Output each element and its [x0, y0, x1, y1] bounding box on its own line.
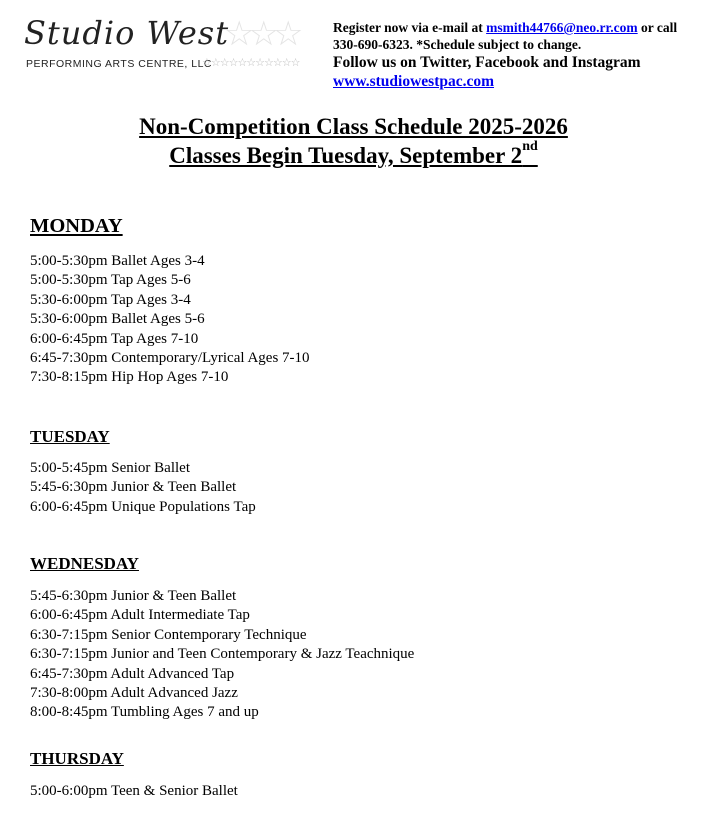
list-item: 6:45-7:30pm Contemporary/Lyrical Ages 7-10 [30, 350, 310, 367]
class-list-monday [30, 252, 310, 388]
contact-phone-line: 330-690-6323. *Schedule subject to change. [333, 37, 582, 52]
list-item: 5:30-6:00pm Ballet Ages 5-6 [30, 311, 205, 328]
contact-register-line: Register now via e-mail at msmith44766@neo.rr.com or call [333, 20, 678, 35]
list-item: 5:00-6:00pm Teen & Senior Ballet [30, 783, 238, 799]
list-item: 6:30-7:15pm Junior and Teen Contemporary & Jazz Teachnique [30, 646, 415, 663]
day-heading-wednesday: WEDNESDAY [30, 554, 139, 573]
list-item: 6:45-7:30pm Adult Advanced Tap [30, 665, 235, 682]
website-link[interactable]: www.studiowestpac.com [333, 73, 495, 90]
list-item: 5:00-5:30pm Ballet Ages 3-4 [30, 253, 205, 269]
logo-stars-decoration: ☆☆☆ [224, 14, 298, 54]
list-item: 6:00-6:45pm Unique Populations Tap [30, 498, 256, 515]
day-heading-thursday: THURSDAY [30, 749, 124, 768]
list-item: 5:30-6:00pm Tap Ages 3-4 [30, 291, 191, 308]
list-item: 6:00-6:45pm Adult Intermediate Tap [30, 607, 250, 624]
contact-social-line: Follow us on Twitter, Facebook and Instagram [333, 54, 641, 71]
schedule-subtitle: Classes Begin Tuesday, September 2nd [169, 139, 538, 168]
studio-logo [24, 14, 324, 76]
class-list-tuesday [30, 459, 256, 517]
day-heading-monday: MONDAY [30, 215, 123, 237]
contact-website-line [333, 73, 705, 91]
list-item: 7:30-8:00pm Adult Advanced Jazz [30, 685, 238, 702]
list-item: 6:30-7:15pm Senior Contemporary Technique [30, 626, 307, 643]
list-item: 7:30-8:15pm Hip Hop Ages 7-10 [30, 369, 229, 386]
class-list-wednesday [30, 587, 414, 723]
list-item: 6:00-6:45pm Tap Ages 7-10 [30, 330, 199, 347]
list-item: 8:00-8:45pm Tumbling Ages 7 and up [30, 704, 259, 721]
list-item: 5:00-5:45pm Senior Ballet [30, 460, 190, 476]
logo-subtitle: PERFORMING ARTS CENTRE, LLC [26, 58, 213, 70]
list-item: 5:00-5:30pm Tap Ages 5-6 [30, 272, 191, 289]
day-heading-tuesday: TUESDAY [30, 427, 110, 446]
contact-info [333, 19, 705, 91]
class-list-thursday [30, 782, 238, 801]
email-link[interactable]: msmith44766@neo.rr.com [486, 20, 638, 35]
logo-title: Studio West [24, 14, 230, 52]
logo-star-row: ☆☆☆☆☆☆☆☆☆☆☆ [202, 56, 300, 69]
schedule-title: Non-Competition Class Schedule 2025-2026 [139, 114, 568, 139]
list-item: 5:45-6:30pm Junior & Teen Ballet [30, 588, 237, 604]
list-item: 5:45-6:30pm Junior & Teen Ballet [30, 479, 237, 496]
